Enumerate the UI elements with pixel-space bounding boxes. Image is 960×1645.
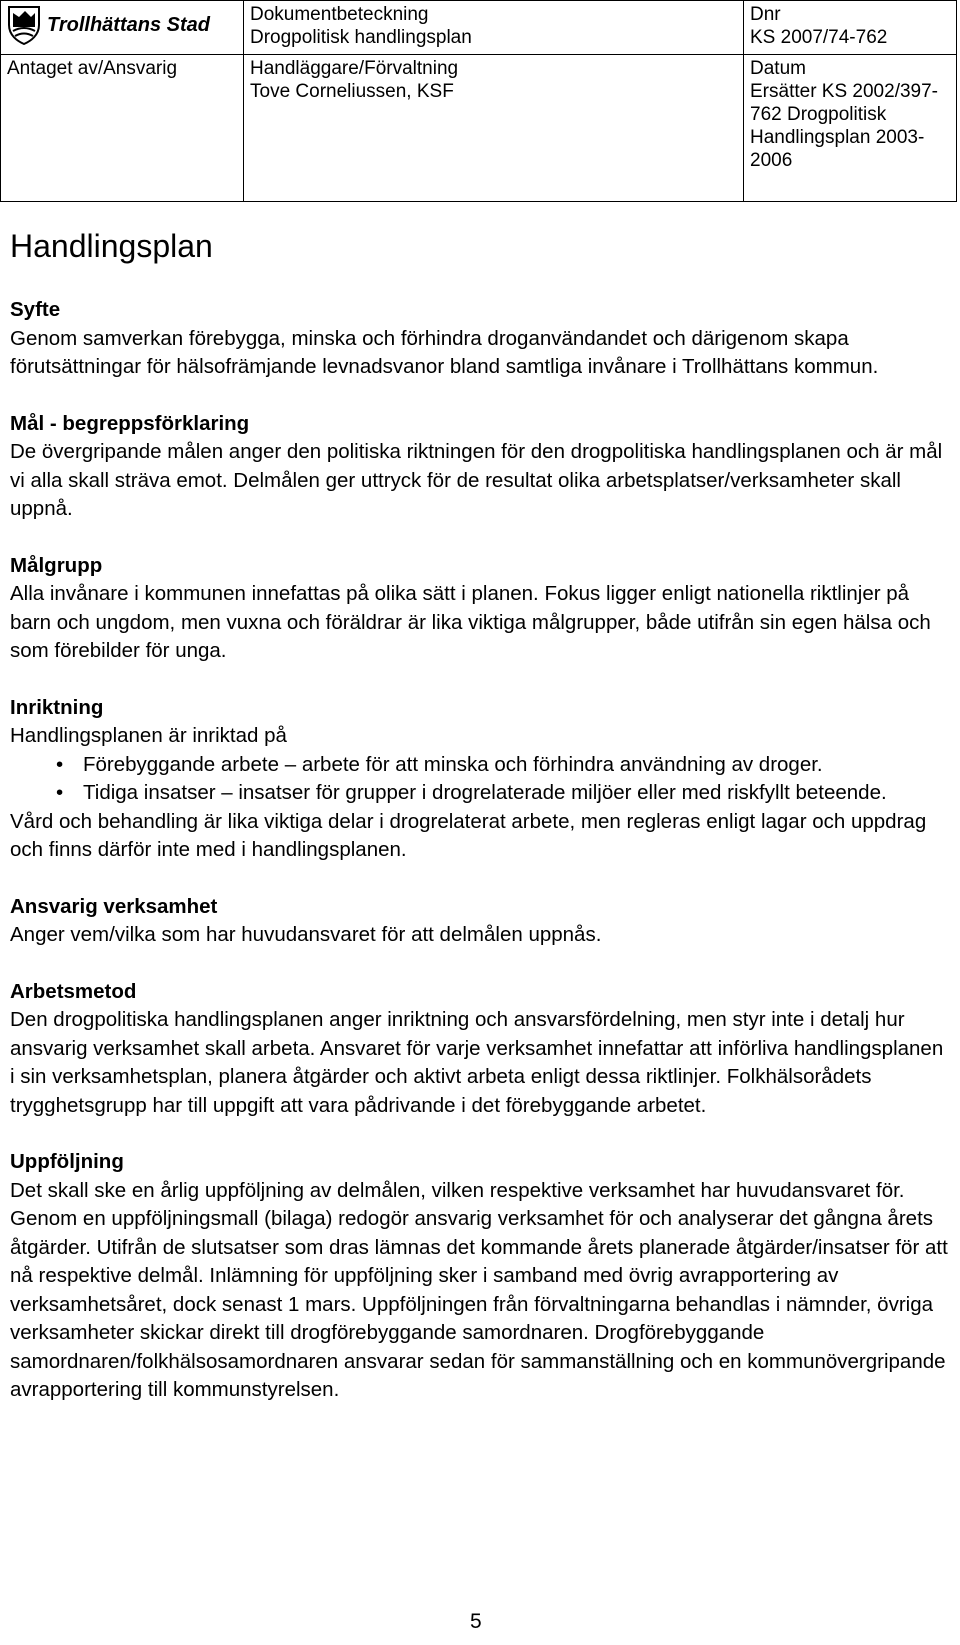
section-title: Inriktning <box>10 695 104 719</box>
bullet-icon: • <box>56 752 64 776</box>
section-body: Den drogpolitiska handlingsplanen anger inriktning och ansvarsfördelning, men styr inte i detalj hur ansvarig verksamhet skall arbeta. Ansvaret för varje verksamhet innefattar att införliva handlingsplanen i sin verksamhetsplan, planera åtgärder och aktivt arbeta enligt dessa riktlinjer. Folkhälsorådets trygghetsgrupp har till uppgift att vara pådrivande i det förebyggande arbetet. <box>10 1008 944 1117</box>
section-body: Anger vem/vilka som har huvudansvaret för att delmålen uppnås. <box>10 923 602 946</box>
list-item-text: Förebyggande arbete – arbete för att minska och förhindra användning av droger. <box>83 752 823 776</box>
section-malgrupp <box>10 552 950 666</box>
page-title: Handlingsplan <box>10 228 213 264</box>
date-label: Datum <box>750 58 806 79</box>
handler-label: Handläggare/Förvaltning <box>250 58 459 79</box>
dnr-cell <box>744 1 957 55</box>
section-title: Mål - begreppsförklaring <box>10 411 250 435</box>
section-after: Vård och behandling är lika viktiga delar i drogrelaterat arbete, men regleras enligt lagar och uppdrag och finns därför inte med i handlingsplanen. <box>10 809 927 861</box>
handler-value: Tove Corneliussen, KSF <box>250 81 454 102</box>
adopted-label: Antaget av/Ansvarig <box>7 58 178 79</box>
section-title: Uppföljning <box>10 1150 124 1173</box>
section-body: Genom samverkan förebygga, minska och förhindra droganvändandet och därigenom skapa förutsättningar för hälsofrämjande levnadsvanor bland samtliga invånare i Trollhättans kommun. <box>10 326 879 378</box>
document-body <box>10 296 950 1433</box>
section-title: Syfte <box>10 298 61 321</box>
logo-text: Trollhättans Stad <box>47 13 210 36</box>
page-number: 5 <box>470 1610 482 1633</box>
handler-cell <box>244 55 744 202</box>
list-item-text: Tidiga insatser – insatser för grupper i drogrelaterade miljöer eller med riskfyllt beteende. <box>83 781 887 804</box>
document-label: Dokumentbeteckning <box>250 4 429 25</box>
section-uppfoljning <box>10 1148 950 1405</box>
section-body: Det skall ske en årlig uppföljning av delmålen, vilken respektive verksamhet har huvudansvaret för. Genom en uppföljningsmall (bilaga) redogör ansvarig verksamhet för och analyserar det gångna årets åtgärder. Utifrån de slutsatser som dras lämnas det kommande årets planerade åtgärder/insatser för att nå respektive delmål. Inlämning för uppföljning sker i samband med övrig avrapportering av verksamhetsåret, dock senast 1 mars. Uppföljningen från förvaltningarna behandlas i nämnder, övriga verksamheter skickar direkt till drogförebyggande samordnaren. Drogförebyggande samordnaren/folkhälsosamordnaren ansvarar sedan för sammanställning och en kommunövergripande avrapportering till kommunstyrelsen. <box>10 1178 948 1401</box>
section-inriktning <box>10 694 950 865</box>
section-body: Alla invånare i kommunen innefattas på olika sätt i planen. Fokus ligger enligt nationella riktlinjer på barn och ungdom, men vuxna och föräldrar är lika viktiga målgrupper, både utifrån sin egen hälsa och som förebilder för unga. <box>10 582 931 662</box>
section-intro: Handlingsplanen är inriktad på <box>10 724 287 747</box>
document-header-table <box>0 0 957 202</box>
dnr-label: Dnr <box>750 4 781 25</box>
section-arbetsmetod <box>10 978 950 1121</box>
document-id-cell <box>244 1 744 55</box>
municipality-logo <box>7 5 237 45</box>
date-cell <box>744 55 957 202</box>
section-title: Målgrupp <box>10 553 103 577</box>
adopted-cell <box>1 55 244 202</box>
list-item <box>10 751 950 780</box>
section-title: Arbetsmetod <box>10 979 137 1003</box>
bullet-icon: • <box>56 781 64 804</box>
coat-of-arms-icon <box>7 5 41 45</box>
logo-cell <box>1 1 244 55</box>
dnr-value: KS 2007/74-762 <box>750 27 888 48</box>
date-value: Ersätter KS 2002/397-762 Drogpolitisk Handlingsplan 2003-2006 <box>750 81 938 171</box>
section-body: De övergripande målen anger den politiska riktningen för den drogpolitiska handlingsplanen och är mål vi alla skall sträva emot. Delmålen ger uttryck för de resultat olika arbetsplatser/verksamheter skall uppnå. <box>10 440 943 520</box>
section-title: Ansvarig verksamhet <box>10 894 218 918</box>
section-ansvarig <box>10 893 950 950</box>
document-value: Drogpolitisk handlingsplan <box>250 27 472 48</box>
section-mal <box>10 410 950 524</box>
bullet-list <box>10 751 950 808</box>
section-syfte <box>10 296 950 382</box>
list-item <box>10 779 950 808</box>
